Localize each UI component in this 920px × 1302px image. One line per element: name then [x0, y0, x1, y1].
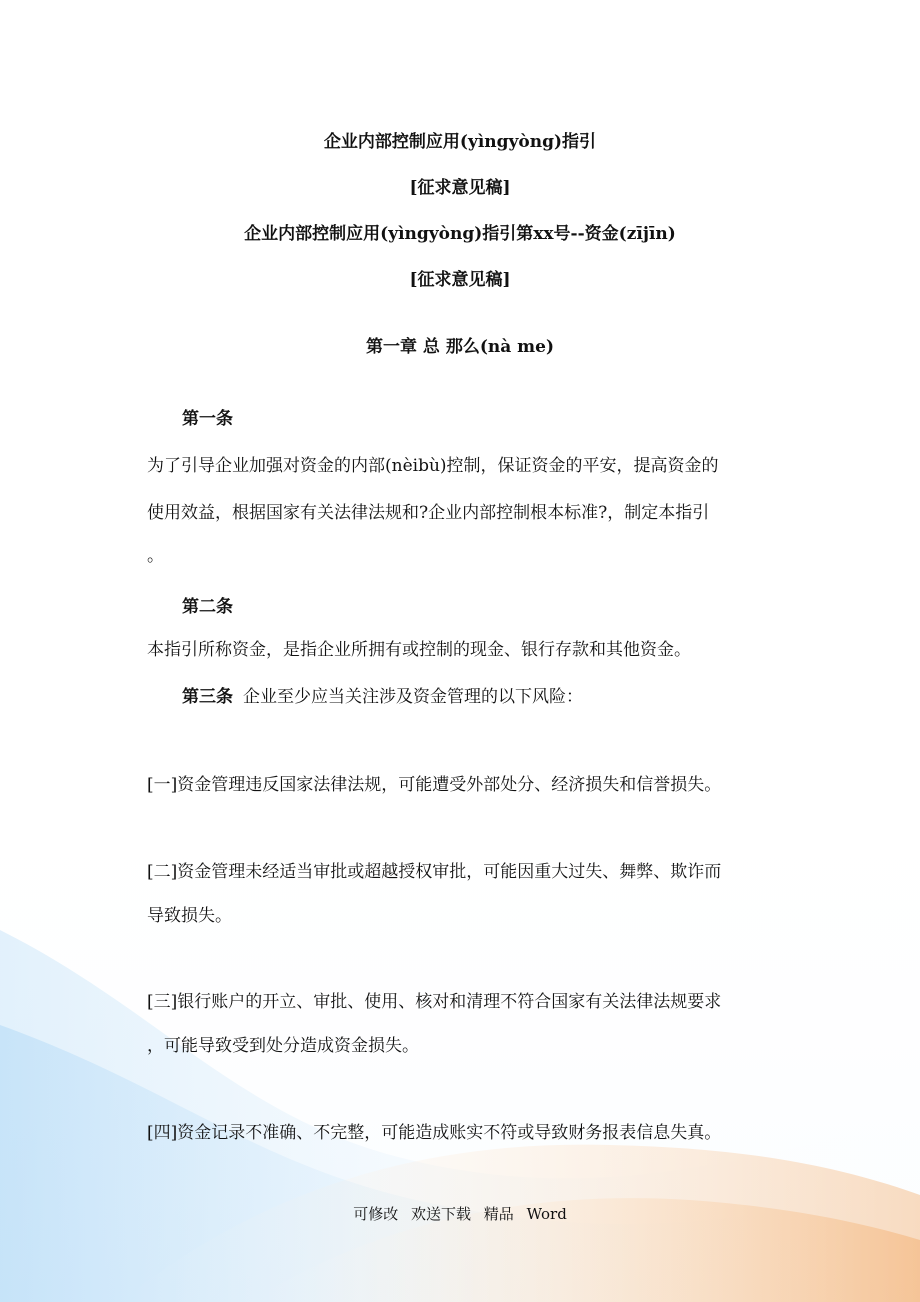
risk-2-line-1: [二]资金管理未经适当审批或超越授权审批，可能因重大过失、舞弊、欺诈而: [147, 862, 722, 882]
article-1-line-3: 。: [147, 546, 164, 566]
footer-item-download: 欢送下载: [411, 1205, 472, 1223]
footer-item-word: Word: [526, 1205, 567, 1223]
risk-1-line-1: [一]资金管理违反国家法律法规，可能遭受外部处分、经济损失和信誉损失。: [147, 775, 722, 795]
draft-note-secondary: [征求意见稿]: [409, 270, 511, 290]
risk-3-line-1: [三]银行账户的开立、审批、使用、核对和清理不符合国家有关法律法规要求: [147, 992, 722, 1012]
risk-2-line-2: 导致损失。: [147, 906, 232, 926]
document-title: 企业内部控制应用(yìngyòng)指引: [323, 132, 597, 152]
draft-note: [征求意见稿]: [409, 178, 511, 198]
article-1-line-2: 使用效益，根据国家有关法律法规和?企业内部控制根本标准?，制定本指引: [147, 503, 710, 523]
article-1-heading: 第一条: [182, 409, 233, 429]
article-3-heading: 第三条: [182, 687, 233, 707]
article-2-line-1: 本指引所称资金，是指企业所拥有或控制的现金、银行存款和其他资金。: [147, 640, 691, 660]
article-1-line-1: 为了引导企业加强对资金的内部(nèibù)控制，保证资金的平安，提高资金的: [147, 456, 719, 476]
article-2-heading: 第二条: [182, 597, 233, 617]
article-3-paragraph: [182, 682, 583, 707]
chapter-title: 第一章 总 那么(nà me): [365, 337, 555, 357]
footer-item-premium: 精品: [483, 1205, 514, 1223]
footer-item-editable: 可修改: [353, 1205, 399, 1223]
risk-3-line-2: ，可能导致受到处分造成资金损失。: [147, 1036, 419, 1056]
page-footer: [0, 1203, 920, 1224]
risk-4-line-1: [四]资金记录不准确、不完整，可能造成账实不符或导致财务报表信息失真。: [147, 1123, 722, 1143]
document-subtitle: 企业内部控制应用(yìngyòng)指引第xx号--资金(zījīn): [244, 224, 676, 244]
article-3-text: 企业至少应当关注涉及资金管理的以下风险：: [243, 687, 583, 707]
